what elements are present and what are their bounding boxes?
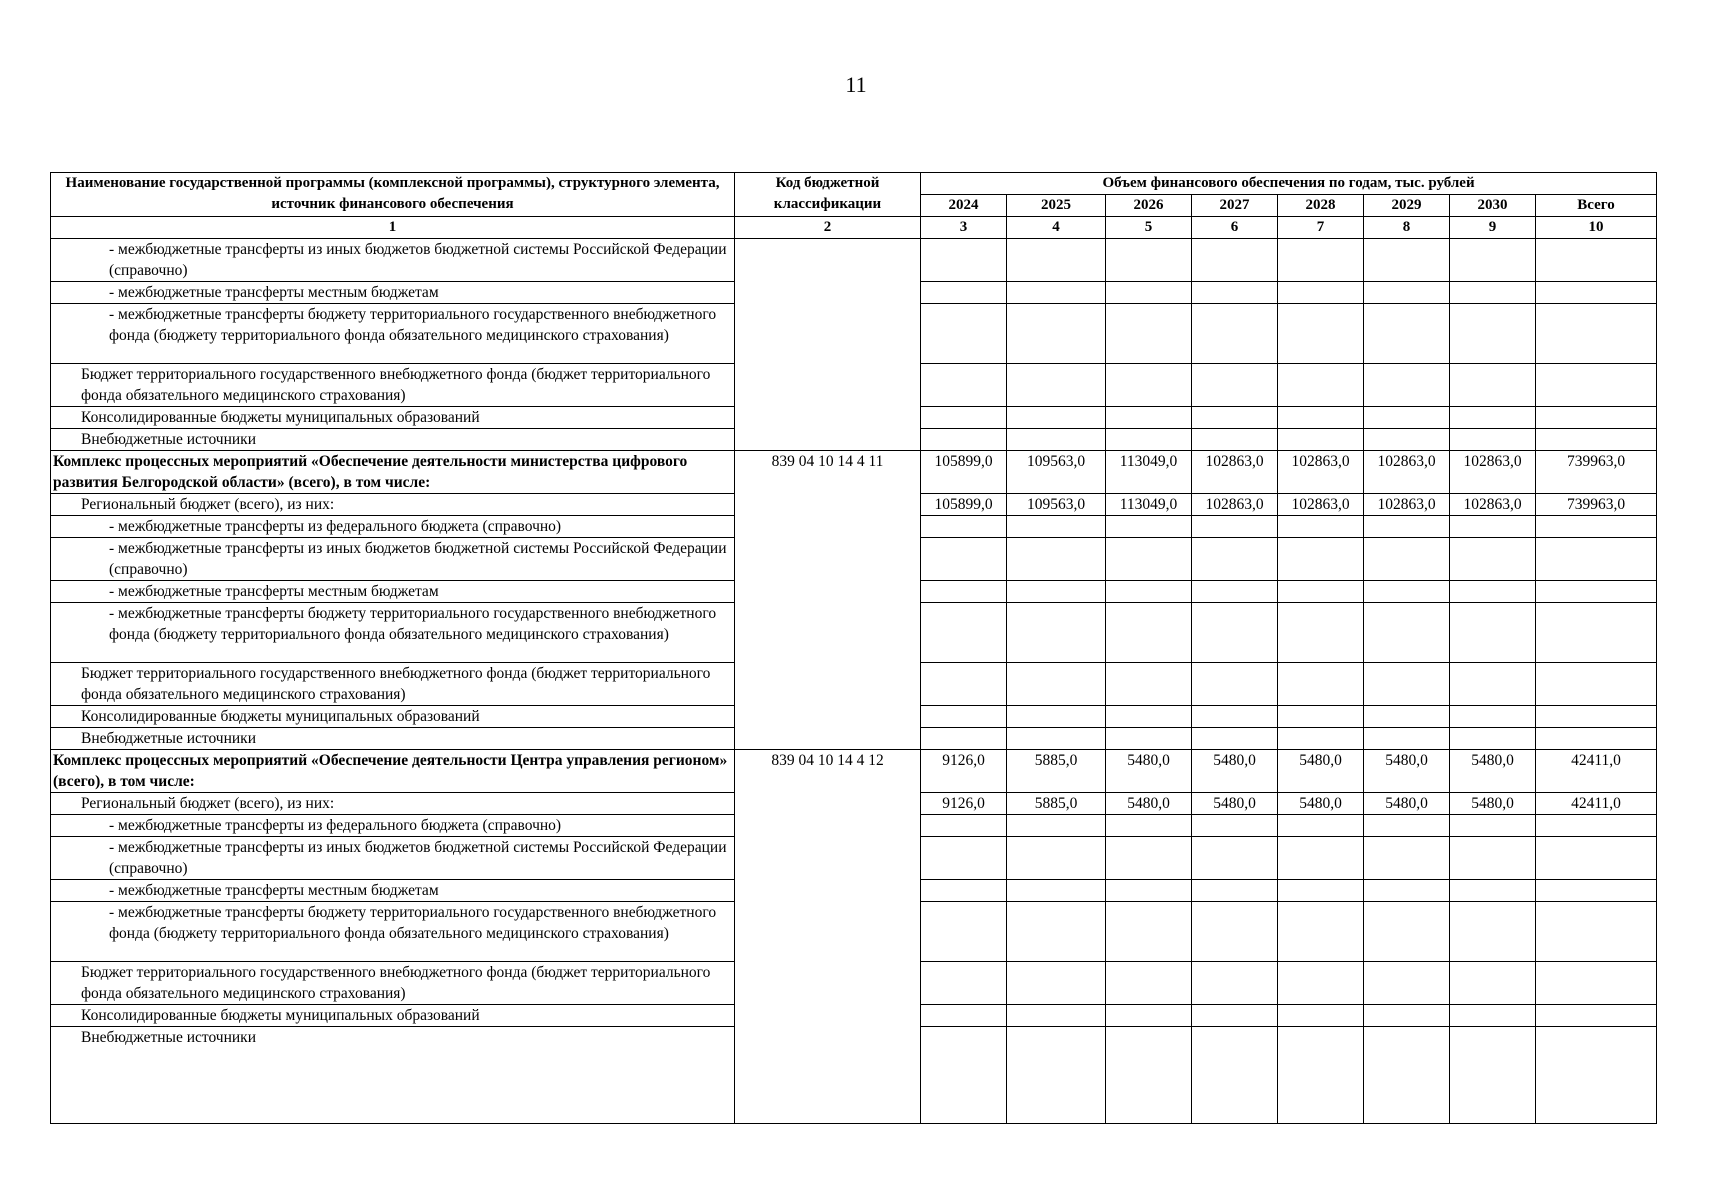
year-value [1278,407,1364,429]
year-value [1450,304,1536,364]
year-value [1278,962,1364,1005]
year-value [1007,728,1106,750]
total-value [1536,239,1657,282]
header-year: 2030 [1450,195,1536,217]
year-value [1364,902,1450,962]
header-name: Наименование государственной программы (комплексной программы), структурного элемента, источник финансового обеспечения [51,173,735,217]
year-value [1450,706,1536,728]
year-value [1278,902,1364,962]
financing-table [50,172,1657,1124]
year-value [1278,706,1364,728]
year-value: 5885,0 [1007,793,1106,815]
year-value [921,1027,1007,1124]
year-value [1007,706,1106,728]
row-name: - межбюджетные трансферты из федерального бюджета (справочно) [51,516,735,538]
year-value [1364,663,1450,706]
row-name: - межбюджетные трансферты бюджету территориального государственного внебюджетного фонда (бюджету территориального фонда обязательного медицинского страхования) [51,902,735,962]
total-value [1536,1027,1657,1124]
year-value [1278,837,1364,880]
year-value [921,364,1007,407]
year-value [1364,815,1450,837]
year-value [1192,304,1278,364]
year-value: 5480,0 [1106,750,1192,793]
year-value [1450,1005,1536,1027]
year-value [1450,407,1536,429]
year-value [1007,837,1106,880]
year-value: 102863,0 [1192,494,1278,516]
year-value [1450,1027,1536,1124]
year-value [1192,815,1278,837]
year-value: 5480,0 [1278,793,1364,815]
header-col-number: 3 [921,217,1007,239]
year-value: 102863,0 [1278,494,1364,516]
year-value: 109563,0 [1007,494,1106,516]
row-name: Бюджет территориального государственного внебюджетного фонда (бюджет территориального фонда обязательного медицинского страхования) [51,663,735,706]
year-value [921,728,1007,750]
year-value [921,706,1007,728]
year-value [1106,962,1192,1005]
year-value: 5480,0 [1192,793,1278,815]
row-name: Региональный бюджет (всего), из них: [51,494,735,516]
year-value: 9126,0 [921,793,1007,815]
year-value [921,304,1007,364]
year-value [1007,282,1106,304]
year-value [1450,837,1536,880]
year-value [1192,516,1278,538]
year-value [1192,407,1278,429]
year-value [1007,902,1106,962]
year-value [1278,603,1364,663]
year-value: 109563,0 [1007,451,1106,494]
year-value [1192,663,1278,706]
header-col-number: 10 [1536,217,1657,239]
year-value [1106,815,1192,837]
year-value [1007,538,1106,581]
row-name: - межбюджетные трансферты из федерального бюджета (справочно) [51,815,735,837]
year-value [1450,880,1536,902]
year-value [1278,728,1364,750]
header-year: 2025 [1007,195,1106,217]
year-value [921,407,1007,429]
year-value [1278,815,1364,837]
year-value [1192,603,1278,663]
year-value [1278,304,1364,364]
year-value [1278,1005,1364,1027]
year-value [1106,429,1192,451]
year-value [1106,538,1192,581]
year-value: 105899,0 [921,451,1007,494]
total-value [1536,962,1657,1005]
year-value [1106,407,1192,429]
year-value: 102863,0 [1278,451,1364,494]
year-value [1192,538,1278,581]
year-value: 102863,0 [1364,451,1450,494]
total-value [1536,603,1657,663]
year-value [1278,880,1364,902]
year-value [1450,663,1536,706]
year-value [1106,603,1192,663]
year-value: 5480,0 [1450,793,1536,815]
row-name: - межбюджетные трансферты из иных бюджетов бюджетной системы Российской Федерации (справочно) [51,538,735,581]
row-name: Бюджет территориального государственного внебюджетного фонда (бюджет территориального фонда обязательного медицинского страхования) [51,962,735,1005]
table-row [51,750,1657,793]
year-value [1192,962,1278,1005]
year-value [1192,902,1278,962]
header-year: 2024 [921,195,1007,217]
year-value [1364,282,1450,304]
year-value: 5480,0 [1106,793,1192,815]
year-value: 5885,0 [1007,750,1106,793]
year-value [1007,603,1106,663]
year-value [1106,837,1192,880]
year-value [1450,962,1536,1005]
year-value: 102863,0 [1450,494,1536,516]
row-name: Комплекс процессных мероприятий «Обеспечение деятельности Центра управления регионом» (всего), в том числе: [51,750,735,793]
year-value [1450,239,1536,282]
year-value [1450,282,1536,304]
year-value [1192,364,1278,407]
header-year: 2027 [1192,195,1278,217]
year-value [1278,282,1364,304]
total-value [1536,364,1657,407]
year-value [921,1005,1007,1027]
header-col-number: 9 [1450,217,1536,239]
year-value [1364,837,1450,880]
total-value [1536,880,1657,902]
row-name: Комплекс процессных мероприятий «Обеспечение деятельности министерства цифрового развития Белгородской области» (всего), в том числе: [51,451,735,494]
total-value: 739963,0 [1536,494,1657,516]
row-name: - межбюджетные трансферты бюджету территориального государственного внебюджетного фонда (бюджету территориального фонда обязательного медицинского страхования) [51,304,735,364]
year-value [1192,282,1278,304]
year-value [1106,663,1192,706]
year-value [1364,581,1450,603]
year-value [1278,1027,1364,1124]
year-value [1364,304,1450,364]
year-value [1364,962,1450,1005]
year-value [1192,880,1278,902]
year-value [1007,581,1106,603]
year-value [1007,429,1106,451]
year-value [1106,1027,1192,1124]
year-value [1106,1005,1192,1027]
row-name: Внебюджетные источники [51,728,735,750]
header-year: 2026 [1106,195,1192,217]
year-value [1007,516,1106,538]
total-value [1536,1005,1657,1027]
row-name: Региональный бюджет (всего), из них: [51,793,735,815]
year-value: 105899,0 [921,494,1007,516]
year-value [1450,429,1536,451]
year-value [1364,1027,1450,1124]
year-value [1450,815,1536,837]
row-name: - межбюджетные трансферты местным бюджетам [51,581,735,603]
year-value [1364,728,1450,750]
year-value [921,663,1007,706]
year-value [1364,603,1450,663]
header-col-number: 4 [1007,217,1106,239]
year-value [1007,239,1106,282]
year-value: 102863,0 [1450,451,1536,494]
total-value [1536,282,1657,304]
year-value [1364,364,1450,407]
total-value [1536,706,1657,728]
year-value [1278,516,1364,538]
year-value [1192,728,1278,750]
total-value: 42411,0 [1536,793,1657,815]
table-row [51,239,1657,282]
year-value [1106,902,1192,962]
year-value [1450,516,1536,538]
table-row [51,451,1657,494]
year-value [921,429,1007,451]
year-value [1007,364,1106,407]
total-value [1536,304,1657,364]
year-value [1450,902,1536,962]
year-value: 5480,0 [1192,750,1278,793]
total-value: 42411,0 [1536,750,1657,793]
year-value [1106,239,1192,282]
year-value [1364,1005,1450,1027]
budget-code: 839 04 10 14 4 12 [735,750,921,1124]
year-value [1106,706,1192,728]
year-value [1450,581,1536,603]
year-value: 9126,0 [921,750,1007,793]
row-name: Консолидированные бюджеты муниципальных образований [51,1005,735,1027]
total-value [1536,581,1657,603]
year-value [1450,538,1536,581]
year-value [921,902,1007,962]
year-value [1007,407,1106,429]
year-value [921,815,1007,837]
year-value [1192,239,1278,282]
year-value [1007,815,1106,837]
year-value [921,516,1007,538]
year-value [921,837,1007,880]
row-name: - межбюджетные трансферты местным бюджетам [51,880,735,902]
year-value: 5480,0 [1450,750,1536,793]
year-value [1106,516,1192,538]
year-value [921,880,1007,902]
year-value [1364,429,1450,451]
row-name: - межбюджетные трансферты местным бюджетам [51,282,735,304]
year-value [1278,239,1364,282]
year-value [1192,1027,1278,1124]
year-value [1278,581,1364,603]
year-value [1106,728,1192,750]
header-col-number: 1 [51,217,735,239]
year-value [921,282,1007,304]
year-value [1106,282,1192,304]
year-value: 102863,0 [1364,494,1450,516]
year-value: 102863,0 [1192,451,1278,494]
header-col-number: 7 [1278,217,1364,239]
header-code: Код бюджетной классификации [735,173,921,217]
header-col-number: 2 [735,217,921,239]
row-name: - межбюджетные трансферты из иных бюджетов бюджетной системы Российской Федерации (справочно) [51,239,735,282]
total-value [1536,728,1657,750]
header-col-number: 5 [1106,217,1192,239]
year-value [921,962,1007,1005]
year-value [1106,581,1192,603]
year-value [1364,407,1450,429]
year-value [1364,239,1450,282]
row-name: - межбюджетные трансферты из иных бюджетов бюджетной системы Российской Федерации (справочно) [51,837,735,880]
year-value: 5480,0 [1364,793,1450,815]
total-value [1536,837,1657,880]
year-value [1192,1005,1278,1027]
year-value [1364,538,1450,581]
year-value: 5480,0 [1278,750,1364,793]
row-name: Консолидированные бюджеты муниципальных образований [51,706,735,728]
year-value: 5480,0 [1364,750,1450,793]
total-value: 739963,0 [1536,451,1657,494]
year-value [921,603,1007,663]
year-value [1278,364,1364,407]
year-value [1007,663,1106,706]
year-value [1007,880,1106,902]
header-volume: Объем финансового обеспечения по годам, тыс. рублей [921,173,1657,195]
year-value [1278,663,1364,706]
year-value [1278,429,1364,451]
row-name: Бюджет территориального государственного внебюджетного фонда (бюджет территориального фонда обязательного медицинского страхования) [51,364,735,407]
year-value [1364,516,1450,538]
header-year: 2028 [1278,195,1364,217]
budget-code: 839 04 10 14 4 11 [735,451,921,750]
year-value [1007,1005,1106,1027]
year-value [1106,880,1192,902]
year-value [1007,1027,1106,1124]
year-value [1007,962,1106,1005]
page-number: 11 [845,72,867,97]
year-value [1192,429,1278,451]
year-value [921,581,1007,603]
year-value [1450,364,1536,407]
header-col-number: 8 [1364,217,1450,239]
total-value [1536,663,1657,706]
total-value [1536,407,1657,429]
total-value [1536,815,1657,837]
year-value [1106,304,1192,364]
header-col-number: 6 [1192,217,1278,239]
total-value [1536,538,1657,581]
header-year: Всего [1536,195,1657,217]
total-value [1536,902,1657,962]
year-value [1106,364,1192,407]
year-value [1364,880,1450,902]
budget-code [735,239,921,451]
row-name: Консолидированные бюджеты муниципальных образований [51,407,735,429]
year-value [1192,581,1278,603]
year-value [921,538,1007,581]
year-value: 113049,0 [1106,494,1192,516]
year-value [1450,603,1536,663]
row-name: Внебюджетные источники [51,429,735,451]
year-value [921,239,1007,282]
year-value [1364,706,1450,728]
total-value [1536,429,1657,451]
total-value [1536,516,1657,538]
year-value [1450,728,1536,750]
year-value [1278,538,1364,581]
row-name: - межбюджетные трансферты бюджету территориального государственного внебюджетного фонда (бюджету территориального фонда обязательного медицинского страхования) [51,603,735,663]
year-value [1192,837,1278,880]
year-value: 113049,0 [1106,451,1192,494]
year-value [1192,706,1278,728]
year-value [1007,304,1106,364]
header-year: 2029 [1364,195,1450,217]
row-name: Внебюджетные источники [51,1027,735,1124]
